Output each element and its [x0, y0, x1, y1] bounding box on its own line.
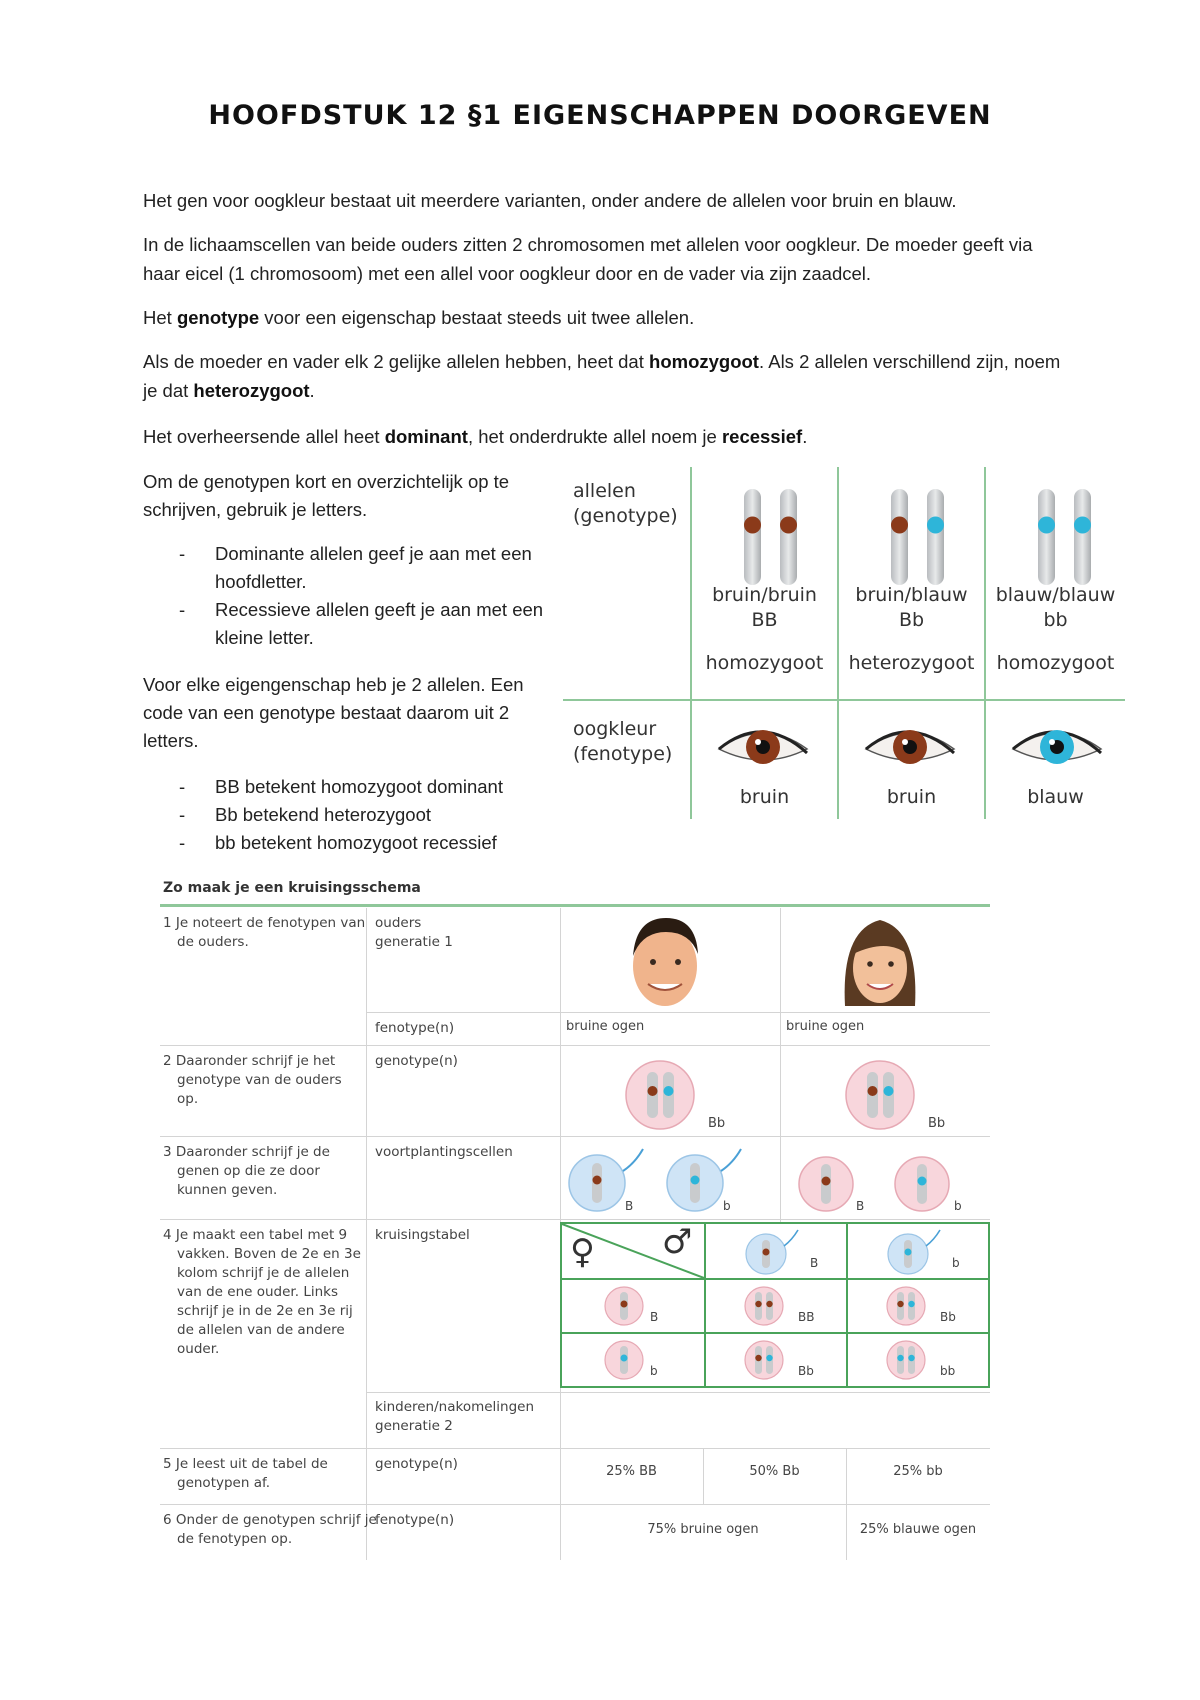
label-children: kinderen/nakomelingen generatie 2 [375, 1399, 535, 1434]
mother-genotype-cell [845, 1060, 925, 1134]
father-fenotype: bruine ogen [566, 1019, 645, 1034]
result-fenotype-blue: 25% blauwe ogen [859, 1522, 977, 1537]
fenotype-bruin-2: bruin [886, 786, 937, 808]
father-genotype-cell [625, 1060, 705, 1134]
step-4: 4 Je maakt een tabel met 9 vakken. Boven de 2e en 3e kolom schrijf je de allelen van de ene ouder. Links schrijf je in de 2e en 3e rij de allelen van de andere ouder. [163, 1227, 361, 1357]
female-gamete-b [602, 1338, 652, 1382]
chromosome-pair-BB [744, 489, 797, 585]
offspring-genotype: Bb [940, 1310, 956, 1324]
table-top-allele: B [810, 1256, 819, 1270]
step-5: 5 Je leest uit de tabel de genotypen af. [163, 1456, 328, 1491]
grid-line [560, 908, 561, 1012]
term-dominant: dominant [384, 426, 468, 447]
grid-line [160, 1504, 990, 1505]
step-1: 1 Je noteert de fenotypen van de ouders. [163, 915, 366, 950]
gamete-label: B [856, 1199, 865, 1213]
list-item: - Recessieve allelen geeft je aan met een kleine letter. [143, 596, 553, 652]
grid-line [366, 1392, 990, 1393]
father-portrait [620, 910, 710, 1010]
grid-line [846, 1224, 848, 1386]
label-gametes: voortplantingscellen [375, 1144, 513, 1160]
mother-genotype: Bb [928, 1116, 946, 1131]
table-left-allele: B [650, 1310, 659, 1324]
fenotype-bruin-1: bruin [739, 786, 790, 808]
blue-eye-icon [1013, 730, 1101, 764]
gamete-label: B [625, 1199, 634, 1213]
male-symbol: ♂ [662, 1222, 693, 1262]
intro-paragraph-3: Het genotype voor een eigenschap bestaat steeds uit twee allelen. [143, 307, 695, 328]
male-gamete-B [740, 1226, 810, 1276]
list-item: - BB betekent homozygoot dominant [143, 773, 553, 801]
eye-color-table [563, 467, 1125, 819]
left-column-genotype-code: Voor elke eigengenschap heb je 2 allelen. Een code van een genotype bestaat daarom uit 2 letters. [143, 674, 524, 751]
intro-paragraph-2: In de lichaamscellen van beide ouders zitten 2 chromosomen met allelen voor oogkleur. De moeder geeft via haar eicel (1 chromosoom) met een allel voor oogkleur door en de vader via zijn zaadcel. [143, 234, 1033, 284]
offspring-cell-bb [884, 1338, 934, 1382]
brown-eye-icon [866, 730, 954, 764]
term-recessief: recessief [721, 426, 803, 447]
offspring-cell-Bb [742, 1338, 792, 1382]
intro-paragraph-5: Het overheersende allel heet dominant, het onderdrukte allel noem je recessief. [143, 426, 808, 447]
female-gamete-B [602, 1284, 652, 1328]
male-gamete-b [882, 1226, 952, 1276]
father-gametes [565, 1145, 775, 1217]
row-label-fenotype: oogkleur (fenotype) [573, 718, 673, 765]
step-2: 2 Daaronder schrijf je het genotype van de ouders op. [163, 1053, 342, 1107]
left-column-intro: Om de genotypen kort en overzichtelijk op te schrijven, gebruik je letters. [143, 471, 510, 520]
intro-paragraph-1: Het gen voor oogkleur bestaat uit meerdere varianten, onder andere de allelen voor bruin en blauw. [143, 190, 957, 211]
grid-line [366, 1012, 990, 1013]
bullet-list-codes [143, 773, 553, 857]
table-top-allele: b [952, 1256, 960, 1270]
label-genotype-2: genotype(n) [375, 1456, 458, 1472]
result-genotype-BB: 25% BB [606, 1464, 657, 1479]
label-fenotype: fenotype(n) [375, 1020, 455, 1036]
scheme-heading: Zo maak je een kruisingsschema [163, 880, 421, 896]
intro-paragraph-4: Als de moeder en vader elk 2 gelijke allelen hebben, heet dat homozygoot. Als 2 allelen verschillend zijn, noem je dat heterozygoot. [143, 351, 1061, 401]
offspring-genotype: BB [798, 1310, 815, 1324]
heading-rule [160, 904, 990, 907]
label-fenotype-2: fenotype(n) [375, 1512, 455, 1528]
genotype-column-BB: bruin/bruin BB homozygoot [705, 584, 824, 674]
chromosome-pair-bb [1038, 489, 1091, 585]
term-genotype: genotype [176, 307, 260, 328]
fenotype-blauw: blauw [1027, 786, 1084, 808]
grid-line [563, 699, 1125, 701]
list-item: - Dominante allelen geef je aan met een hoofdletter. [143, 540, 553, 596]
label-parents: ouders generatie 1 [375, 915, 453, 950]
row-label-genotype: allelen (genotype) [573, 480, 678, 527]
list-item: - Bb betekend heterozygoot [143, 801, 553, 829]
step-3: 3 Daaronder schrijf je de genen op die ze door kunnen geven. [163, 1144, 330, 1198]
father-genotype: Bb [708, 1116, 726, 1131]
mother-portrait [835, 910, 925, 1010]
grid-line [780, 908, 781, 1222]
term-homozygoot: homozygoot [649, 351, 759, 372]
chromosome-illustration [690, 475, 1125, 595]
bullet-list-letters [143, 540, 553, 652]
eye-illustration [690, 717, 1125, 777]
result-genotype-Bb: 50% Bb [749, 1464, 800, 1479]
grid-line [562, 1278, 988, 1280]
female-symbol: ♀ [570, 1232, 595, 1272]
grid-line [160, 1045, 990, 1046]
offspring-genotype: Bb [798, 1364, 814, 1378]
grid-line [562, 1332, 988, 1334]
result-fenotype-brown: 75% bruine ogen [647, 1522, 759, 1537]
term-heterozygoot: heterozygoot [193, 380, 310, 401]
mother-fenotype: bruine ogen [786, 1019, 865, 1034]
result-genotype-bb: 25% bb [893, 1464, 943, 1479]
offspring-cell-BB [742, 1284, 792, 1328]
genotype-column-Bb: bruin/blauw Bb heterozygoot [848, 584, 975, 674]
grid-line [160, 1136, 990, 1137]
label-genotype: genotype(n) [375, 1053, 458, 1069]
brown-eye-icon [719, 730, 807, 764]
offspring-genotype: bb [940, 1364, 956, 1378]
gamete-label: b [723, 1199, 731, 1213]
offspring-cell-Bb [884, 1284, 934, 1328]
genotype-column-bb: blauw/blauw bb homozygoot [995, 584, 1116, 674]
label-crossing-table: kruisingstabel [375, 1227, 470, 1243]
grid-line [160, 1219, 990, 1220]
grid-line [704, 1224, 706, 1386]
grid-line [160, 1448, 990, 1449]
crossing-table [560, 1222, 990, 1388]
gamete-label: b [954, 1199, 962, 1213]
step-6: 6 Onder de genotypen schrijf je de fenotypen op. [163, 1512, 377, 1547]
chromosome-pair-Bb [891, 489, 944, 585]
page-title: HOOFDSTUK 12 §1 EIGENSCHAPPEN DOORGEVEN [208, 100, 992, 131]
table-left-allele: b [650, 1364, 658, 1378]
list-item: - bb betekent homozygoot recessief [143, 829, 553, 857]
cross-scheme [160, 880, 1000, 1560]
